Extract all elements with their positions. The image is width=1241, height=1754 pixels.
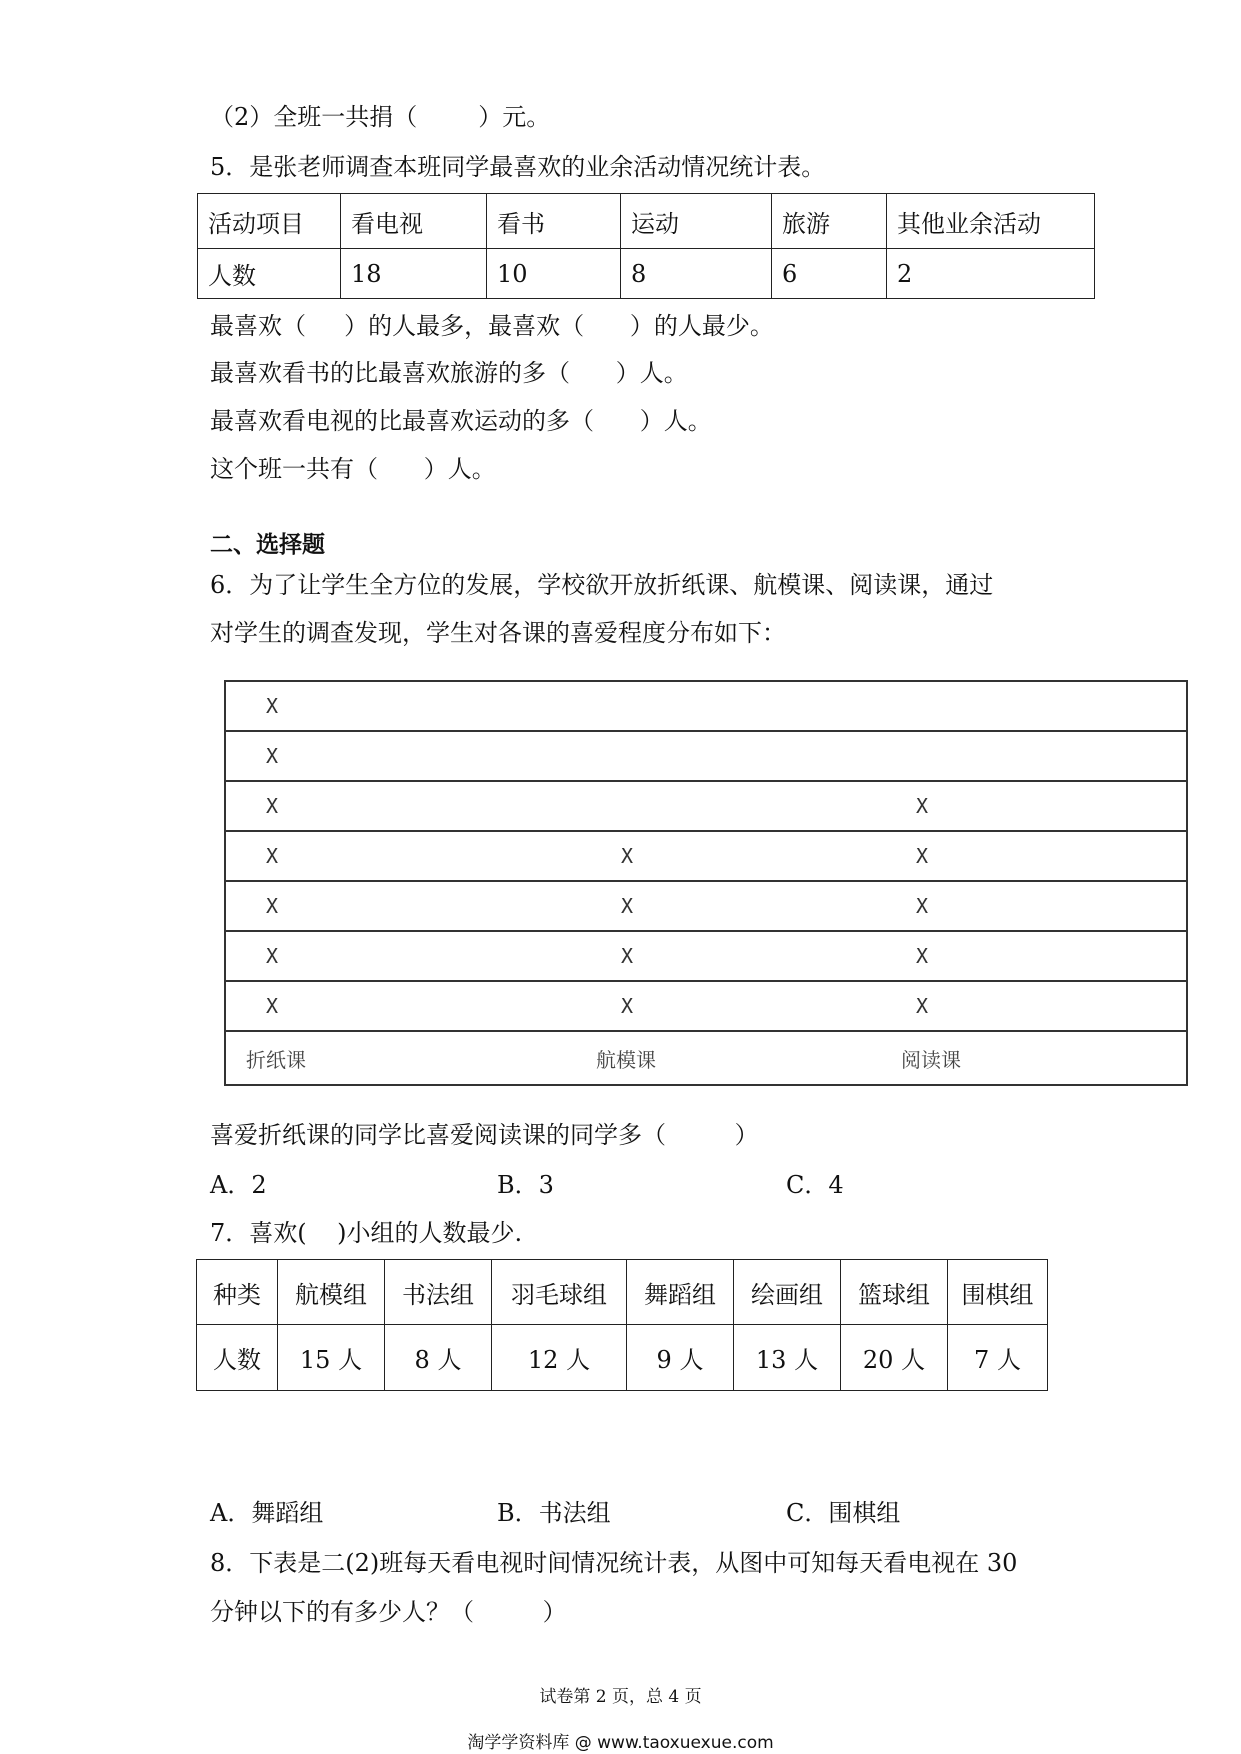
q5-row-cell: 8	[621, 249, 772, 299]
dot-plot-row	[226, 832, 1186, 882]
q7-header-cell: 围棋组	[948, 1260, 1048, 1325]
dot-mark-1: X	[266, 994, 279, 1018]
dot-mark-2: X	[621, 944, 634, 968]
q7-header-cell: 舞蹈组	[627, 1260, 734, 1325]
dot-plot-row	[226, 732, 1186, 782]
dot-plot-category-label: 航模课	[596, 1048, 656, 1072]
q7-row-cell: 人数	[197, 1325, 278, 1391]
q5-header-cell: 活动项目	[198, 194, 341, 249]
dot-mark-1: X	[266, 794, 279, 818]
q5-table	[197, 193, 1095, 299]
q5-header-cell: 其他业余活动	[887, 194, 1095, 249]
q7-row-cell: 12 人	[492, 1325, 627, 1391]
dot-plot-row	[226, 782, 1186, 832]
dot-plot-category-label: 阅读课	[901, 1048, 961, 1072]
q5-row-cell: 2	[887, 249, 1095, 299]
dot-plot-row	[226, 982, 1186, 1032]
dot-plot-category-label: 折纸课	[246, 1048, 306, 1072]
q8-title-2: 分钟以下的有多少人？（ ）	[210, 1598, 567, 1626]
q5-blank-a: 最喜欢（ ）的人最多，最喜欢（ ）的人最少。	[210, 312, 774, 340]
q7-header-cell: 篮球组	[841, 1260, 948, 1325]
dot-mark-2: X	[621, 894, 634, 918]
q5-title: 5．是张老师调查本班同学最喜欢的业余活动情况统计表。	[210, 153, 826, 181]
dot-mark-1: X	[266, 944, 279, 968]
dot-mark-3: X	[916, 994, 929, 1018]
q7-row-cell: 9 人	[627, 1325, 734, 1391]
dot-mark-1: X	[266, 894, 279, 918]
q7-header-cell: 种类	[197, 1260, 278, 1325]
dot-mark-3: X	[916, 894, 929, 918]
dot-plot-row	[226, 682, 1186, 732]
q5-blank-d: 这个班一共有（ ）人。	[210, 455, 496, 483]
q7-table	[196, 1259, 1048, 1391]
section-title: 二、选择题	[210, 532, 325, 558]
q7-option-a: A．舞蹈组	[210, 1499, 324, 1527]
q7-row-cell: 13 人	[734, 1325, 841, 1391]
dot-plot-row	[226, 882, 1186, 932]
dot-mark-3: X	[916, 794, 929, 818]
q5-header-cell: 运动	[621, 194, 772, 249]
q7-header-cell: 羽毛球组	[492, 1260, 627, 1325]
q7-title: 7．喜欢( )小组的人数最少.	[210, 1219, 523, 1247]
q5-row-cell: 10	[487, 249, 621, 299]
dot-mark-1: X	[266, 844, 279, 868]
dot-mark-2: X	[621, 844, 634, 868]
q7-row-cell: 8 人	[385, 1325, 492, 1391]
q7-row-cell: 20 人	[841, 1325, 948, 1391]
q6-title-2: 对学生的调查发现，学生对各课的喜爱程度分布如下：	[210, 619, 786, 647]
dot-mark-1: X	[266, 694, 279, 718]
dot-mark-1: X	[266, 744, 279, 768]
q7-header-cell: 绘画组	[734, 1260, 841, 1325]
q5-blank-b: 最喜欢看书的比最喜欢旅游的多（ ）人。	[210, 359, 688, 387]
q6-option-a: A．2	[210, 1171, 267, 1199]
q6-dot-plot	[224, 680, 1188, 1086]
watermark: 淘学学资料库 @ www.taoxuexue.com	[467, 1733, 774, 1753]
q5-row-cell: 人数	[198, 249, 341, 299]
q5-header-cell: 看书	[487, 194, 621, 249]
dot-mark-2: X	[621, 994, 634, 1018]
page-footer: 试卷第 2 页，总 4 页	[539, 1687, 702, 1707]
q6-option-b: B．3	[497, 1171, 554, 1199]
dot-mark-3: X	[916, 944, 929, 968]
q7-header-cell: 航模组	[278, 1260, 385, 1325]
q4-part2: （2）全班一共捐（ ）元。	[210, 103, 551, 131]
q8-title-1: 8．下表是二(2)班每天看电视时间情况统计表，从图中可知每天看电视在 30	[210, 1549, 1018, 1577]
q6-question: 喜爱折纸课的同学比喜爱阅读课的同学多（ ）	[210, 1121, 759, 1149]
dot-mark-3: X	[916, 844, 929, 868]
q5-row-cell: 6	[772, 249, 887, 299]
q5-header-cell: 旅游	[772, 194, 887, 249]
q6-title-1: 6．为了让学生全方位的发展，学校欲开放折纸课、航模课、阅读课，通过	[210, 571, 994, 599]
q7-option-c: C．围棋组	[786, 1499, 901, 1527]
q7-option-b: B．书法组	[497, 1499, 611, 1527]
q6-option-c: C．4	[786, 1171, 844, 1199]
q5-header-cell: 看电视	[341, 194, 487, 249]
q7-header-cell: 书法组	[385, 1260, 492, 1325]
dot-plot-row	[226, 932, 1186, 982]
q5-blank-c: 最喜欢看电视的比最喜欢运动的多（ ）人。	[210, 407, 712, 435]
q7-row-cell: 7 人	[948, 1325, 1048, 1391]
q5-row-cell: 18	[341, 249, 487, 299]
q7-row-cell: 15 人	[278, 1325, 385, 1391]
